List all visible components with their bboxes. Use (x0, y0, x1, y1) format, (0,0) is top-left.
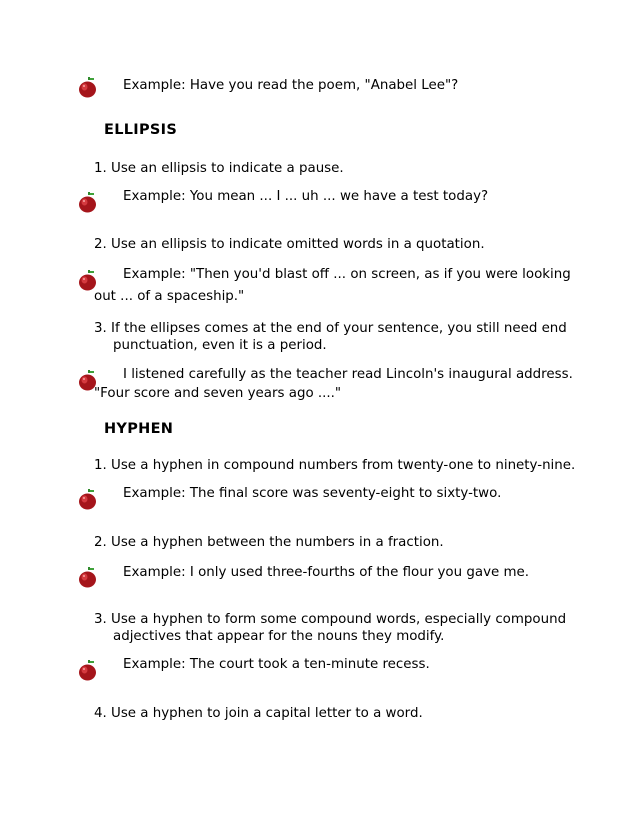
example-text: Example: You mean ... I ... uh ... we have a test today? (123, 189, 489, 204)
example-text: Example: I only used three-fourths of the flour you gave me. (123, 565, 530, 580)
example-text: Example: "Then you'd blast off ... on screen, as if you were looking (123, 267, 571, 282)
rule-text: 2. Use a hyphen between the numbers in a fraction. (94, 535, 444, 550)
example-text: Example: The final score was seventy-eight to sixty-two. (123, 486, 502, 501)
apple-icon (78, 660, 97, 681)
example-text: Example: The court took a ten-minute recess. (123, 657, 430, 672)
example-text: Example: Have you read the poem, "Anabel Lee"? (123, 78, 459, 93)
example-text: I listened carefully as the teacher read Lincoln's inaugural address. (123, 367, 573, 382)
apple-icon (78, 77, 97, 98)
rule-text: 3. If the ellipses comes at the end of your sentence, you still need end (94, 321, 567, 336)
example-text-continued: out ... of a spaceship." (94, 289, 245, 304)
section-heading-ellipsis: ELLIPSIS (104, 122, 178, 138)
apple-icon (78, 192, 97, 213)
apple-icon (78, 567, 97, 588)
rule-text: 2. Use an ellipsis to indicate omitted words in a quotation. (94, 237, 485, 252)
example-text-continued: "Four score and seven years ago ...." (94, 386, 342, 401)
rule-text: 1. Use an ellipsis to indicate a pause. (94, 161, 344, 176)
section-heading-hyphen: HYPHEN (104, 421, 174, 437)
rule-text: 4. Use a hyphen to join a capital letter to a word. (94, 706, 423, 721)
rule-text: 1. Use a hyphen in compound numbers from twenty-one to ninety-nine. (94, 458, 576, 473)
rule-text-continued: punctuation, even it is a period. (113, 338, 327, 353)
rule-text: 3. Use a hyphen to form some compound words, especially compound (94, 612, 567, 627)
apple-icon (78, 489, 97, 510)
rule-text-continued: adjectives that appear for the nouns they modify. (113, 629, 445, 644)
